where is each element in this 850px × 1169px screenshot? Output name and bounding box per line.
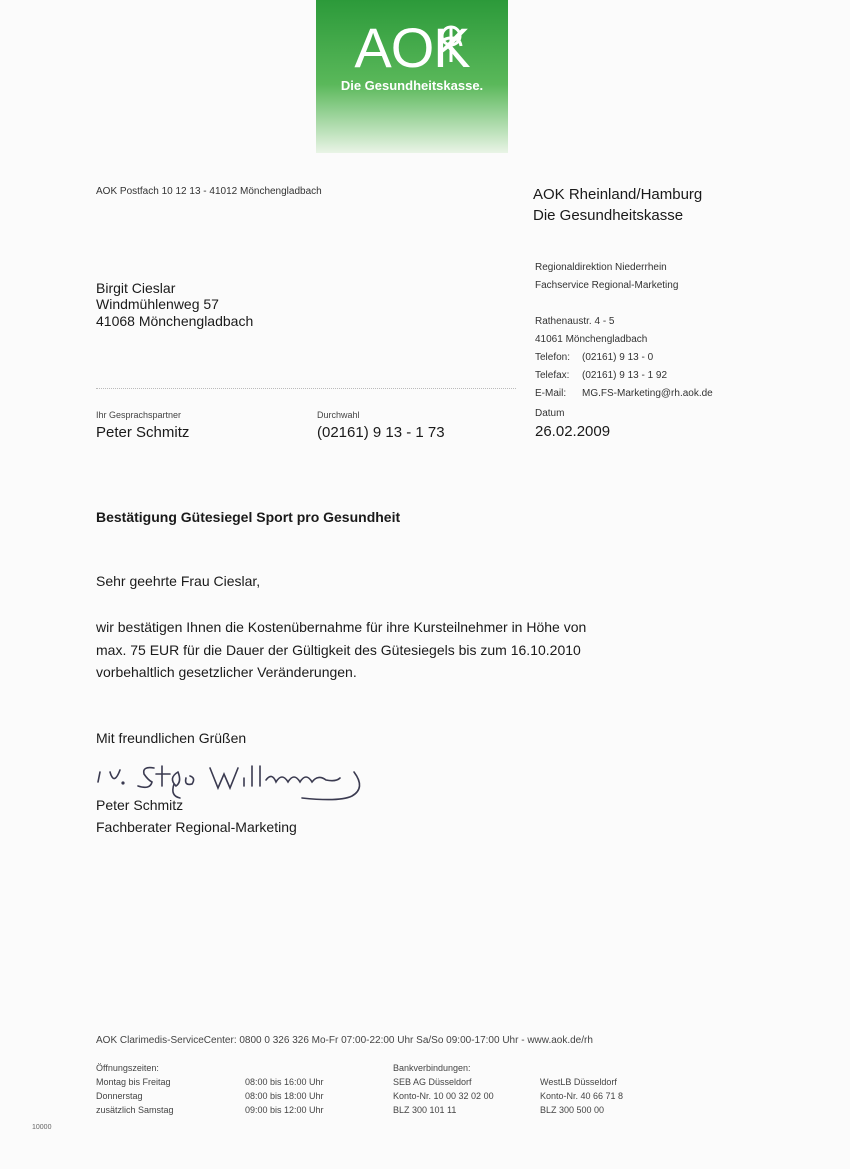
address-divider bbox=[96, 388, 516, 389]
email-label: E-Mail: bbox=[535, 388, 567, 399]
leaf-icon bbox=[436, 24, 466, 64]
recipient-city: 41068 Mönchengladbach bbox=[96, 313, 254, 329]
recipient-street: Windmühlenweg 57 bbox=[96, 296, 219, 312]
hours-time-1: 08:00 bis 16:00 Uhr bbox=[245, 1077, 324, 1087]
bank1-blz: BLZ 300 101 11 bbox=[393, 1105, 457, 1115]
hours-label: Öffnungszeiten: bbox=[96, 1063, 159, 1073]
bank2-blz: BLZ 300 500 00 bbox=[540, 1105, 605, 1115]
bank2-account: Konto-Nr. 40 66 71 8 bbox=[540, 1091, 624, 1101]
logo-tagline: Die Gesundheitskasse. bbox=[340, 78, 484, 93]
partner-label: Ihr Gesprachspartner bbox=[96, 410, 182, 420]
recipient-name: Birgit Cieslar bbox=[96, 280, 176, 296]
org-name-line1: AOK Rheinland/Hamburg bbox=[533, 186, 703, 203]
hours-day-2: Donnerstag bbox=[96, 1091, 143, 1101]
sender-return-address: AOK Postfach 10 12 13 - 41012 Mönchengladbach bbox=[96, 186, 322, 197]
bank1-name: SEB AG Düsseldorf bbox=[393, 1077, 472, 1087]
logo-word: AOK bbox=[354, 16, 470, 79]
body-line-3: vorbehaltlich gesetzlicher Veränderungen. bbox=[96, 664, 357, 680]
dial-label: Durchwahl bbox=[317, 410, 360, 420]
hours-time-3: 09:00 bis 12:00 Uhr bbox=[245, 1105, 324, 1115]
hours-day-1: Montag bis Freitag bbox=[96, 1077, 171, 1087]
signer-title: Fachberater Regional-Marketing bbox=[96, 819, 297, 835]
date-label: Datum bbox=[535, 408, 565, 419]
aok-logo bbox=[316, 0, 508, 153]
form-code: 10000 bbox=[32, 1124, 52, 1131]
hours-day-3: zusätzlich Samstag bbox=[96, 1105, 174, 1115]
subject-line: Bestätigung Gütesiegel Sport pro Gesundheit bbox=[96, 509, 401, 525]
salutation: Sehr geehrte Frau Cieslar, bbox=[96, 573, 261, 589]
signer-name: Peter Schmitz bbox=[96, 797, 184, 813]
footer-service-line: AOK Clarimedis-ServiceCenter: 0800 0 326 326 Mo-Fr 07:00-22:00 Uhr Sa/So 09:00-17:00 Uhr - www.aok.de/rh bbox=[96, 1035, 593, 1046]
email-value: MG.FS-Marketing@rh.aok.de bbox=[582, 388, 713, 399]
org-department1: Regionaldirektion Niederrhein bbox=[535, 262, 667, 273]
fax-value: (02161) 9 13 - 1 92 bbox=[582, 370, 668, 381]
bank1-account: Konto-Nr. 10 00 32 02 00 bbox=[393, 1091, 494, 1101]
partner-value: Peter Schmitz bbox=[96, 424, 190, 441]
bank2-name: WestLB Düsseldorf bbox=[540, 1077, 617, 1087]
date-value: 26.02.2009 bbox=[535, 423, 611, 440]
body-line-1: wir bestätigen Ihnen die Kostenübernahme für ihre Kursteilnehmer in Höhe von bbox=[96, 619, 587, 635]
phone-value: (02161) 9 13 - 0 bbox=[582, 352, 654, 363]
closing: Mit freundlichen Grüßen bbox=[96, 730, 247, 746]
org-street: Rathenaustr. 4 - 5 bbox=[535, 316, 615, 327]
org-name-line2: Die Gesundheitskasse bbox=[533, 207, 684, 224]
fax-label: Telefax: bbox=[535, 370, 570, 381]
org-city: 41061 Mönchengladbach bbox=[535, 334, 648, 345]
phone-label: Telefon: bbox=[535, 352, 571, 363]
dial-value: (02161) 9 13 - 1 73 bbox=[317, 424, 445, 441]
bank-label: Bankverbindungen: bbox=[393, 1063, 471, 1073]
org-department2: Fachservice Regional-Marketing bbox=[535, 280, 679, 291]
hours-time-2: 08:00 bis 18:00 Uhr bbox=[245, 1091, 324, 1101]
body-line-2: max. 75 EUR für die Dauer der Gültigkeit des Gütesiegels bis zum 16.10.2010 bbox=[96, 642, 581, 658]
